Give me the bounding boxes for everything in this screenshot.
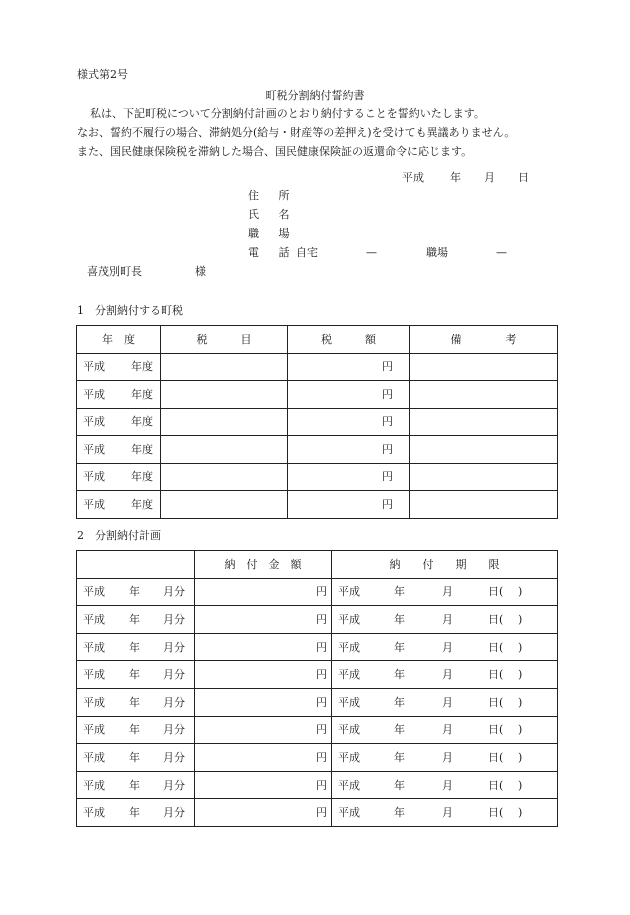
payment-amount-yen: 円 (316, 778, 327, 792)
payment-plan-table (76, 550, 558, 827)
tax-amount-yen: 円 (382, 497, 393, 511)
due-weekday-close: ) (518, 806, 523, 820)
installment-era: 平成 (83, 806, 105, 820)
fiscal-year-era: 平成 (83, 387, 105, 401)
due-year: 年 (394, 640, 405, 654)
fiscal-year-cell (77, 491, 161, 519)
due-era: 平成 (338, 723, 360, 737)
payment-amount-yen: 円 (316, 750, 327, 764)
tax-table-row (77, 491, 558, 519)
plan-table-header (77, 551, 558, 579)
due-era: 平成 (338, 806, 360, 820)
tax-table-row (77, 381, 558, 409)
due-weekday-close: ) (518, 750, 523, 764)
payment-amount-cell (195, 799, 332, 827)
phone-home-label: 自宅 (296, 246, 318, 259)
fiscal-year-cell (77, 436, 161, 464)
due-year: 年 (394, 778, 405, 792)
installment-cell (77, 744, 195, 772)
addressee-honorific: 様 (195, 265, 206, 278)
installment-month: 月分 (163, 806, 185, 820)
due-day: 日( (488, 585, 504, 599)
pledge-paragraph-3: また、国民健康保険税を滞納した場合、国民健康保険証の返還命令に応じます。 (77, 145, 473, 158)
due-date-cell (332, 606, 558, 634)
payment-amount-cell (195, 744, 332, 772)
name-label: 氏 名 (248, 208, 298, 221)
installment-cell (77, 716, 195, 744)
due-month: 月 (442, 612, 453, 626)
fiscal-year-suffix: 年度 (131, 415, 153, 429)
date-month: 月 (484, 171, 495, 184)
pledge-paragraph-2: なお、誓約不履行の場合、滞納処分(給与・財産等の差押え)を受けても異議ありません。 (77, 126, 516, 139)
due-day: 日( (488, 778, 504, 792)
tax-table-row (77, 436, 558, 464)
installment-era: 平成 (83, 668, 105, 682)
date-day: 日 (518, 171, 529, 184)
due-weekday-close: ) (518, 668, 523, 682)
phone-home-dash: — (366, 246, 377, 259)
fiscal-year-era: 平成 (83, 497, 105, 511)
due-weekday-close: ) (518, 585, 523, 599)
installment-year: 年 (129, 668, 140, 682)
payment-amount-yen: 円 (316, 585, 327, 599)
tax-item-cell (161, 353, 288, 381)
tax-amount-yen: 円 (382, 442, 393, 456)
tax-table-row (77, 463, 558, 491)
installment-era: 平成 (83, 750, 105, 764)
tax-item-cell (161, 381, 288, 409)
due-era: 平成 (338, 695, 360, 709)
fiscal-year-era: 平成 (83, 360, 105, 374)
payment-amount-cell (195, 633, 332, 661)
due-weekday-close: ) (518, 778, 523, 792)
fiscal-year-cell (77, 353, 161, 381)
installment-month: 月分 (163, 585, 185, 599)
section1-heading: 1 分割納付する町税 (77, 304, 183, 317)
tax-table (76, 325, 558, 519)
date-line (402, 172, 529, 183)
installment-month: 月分 (163, 640, 185, 654)
due-month: 月 (442, 668, 453, 682)
payment-amount-yen: 円 (316, 806, 327, 820)
tax-amount-cell (288, 463, 410, 491)
remarks-cell (410, 463, 558, 491)
payment-amount-yen: 円 (316, 668, 327, 682)
due-weekday-close: ) (518, 723, 523, 737)
due-month: 月 (442, 640, 453, 654)
installment-year: 年 (129, 695, 140, 709)
due-date-cell (332, 771, 558, 799)
installment-year: 年 (129, 723, 140, 737)
installment-year: 年 (129, 612, 140, 626)
installment-era: 平成 (83, 612, 105, 626)
due-year: 年 (394, 723, 405, 737)
installment-cell (77, 688, 195, 716)
payment-amount-cell (195, 716, 332, 744)
addressee-name: 喜茂別町長 (87, 265, 142, 278)
tax-amount-yen: 円 (382, 415, 393, 429)
due-date-cell (332, 633, 558, 661)
installment-month: 月分 (163, 778, 185, 792)
remarks-cell (410, 353, 558, 381)
due-month: 月 (442, 750, 453, 764)
payment-amount-cell (195, 661, 332, 689)
due-date-cell (332, 578, 558, 606)
pledge-paragraph-1: 私は、下記町税について分割納付計画のとおり納付することを誓約いたします。 (90, 107, 485, 120)
header-remarks: 備 考 (410, 326, 558, 354)
tax-table-header (77, 326, 558, 354)
installment-month: 月分 (163, 695, 185, 709)
header-tax-item: 税 目 (161, 326, 288, 354)
fiscal-year-suffix: 年度 (131, 442, 153, 456)
installment-year: 年 (129, 806, 140, 820)
due-era: 平成 (338, 668, 360, 682)
installment-year: 年 (129, 640, 140, 654)
fiscal-year-suffix: 年度 (131, 470, 153, 484)
section2-heading: 2 分割納付計画 (77, 529, 161, 542)
remarks-cell (410, 491, 558, 519)
installment-month: 月分 (163, 750, 185, 764)
due-date-cell (332, 799, 558, 827)
remarks-cell (410, 381, 558, 409)
payment-amount-yen: 円 (316, 695, 327, 709)
tax-amount-cell (288, 491, 410, 519)
tax-item-cell (161, 463, 288, 491)
due-day: 日( (488, 640, 504, 654)
tax-item-cell (161, 408, 288, 436)
tax-amount-cell (288, 436, 410, 464)
payment-plan-row (77, 744, 558, 772)
installment-era: 平成 (83, 723, 105, 737)
tax-table-row (77, 408, 558, 436)
payment-amount-cell (195, 606, 332, 634)
due-month: 月 (442, 778, 453, 792)
header-due-date: 納 付 期 限 (332, 551, 558, 579)
due-month: 月 (442, 695, 453, 709)
addressee (87, 266, 206, 277)
due-era: 平成 (338, 778, 360, 792)
due-date-cell (332, 744, 558, 772)
due-weekday-close: ) (518, 695, 523, 709)
header-payment-amount: 納 付 金 額 (195, 551, 332, 579)
due-era: 平成 (338, 612, 360, 626)
document-title: 町税分割納付誓約書 (265, 89, 365, 102)
due-era: 平成 (338, 640, 360, 654)
payment-plan-row (77, 688, 558, 716)
tax-item-cell (161, 491, 288, 519)
installment-era: 平成 (83, 585, 105, 599)
installment-era: 平成 (83, 640, 105, 654)
payment-plan-row (77, 661, 558, 689)
phone-label: 電 話 (248, 246, 298, 259)
fiscal-year-suffix: 年度 (131, 497, 153, 511)
tax-amount-cell (288, 353, 410, 381)
address-label: 住 所 (248, 189, 298, 202)
due-month: 月 (442, 806, 453, 820)
payment-plan-row (77, 633, 558, 661)
due-date-cell (332, 716, 558, 744)
payment-plan-row (77, 799, 558, 827)
installment-cell (77, 771, 195, 799)
payment-amount-cell (195, 578, 332, 606)
tax-amount-yen: 円 (382, 470, 393, 484)
fiscal-year-cell (77, 463, 161, 491)
tax-table-row (77, 353, 558, 381)
tax-item-cell (161, 436, 288, 464)
installment-year: 年 (129, 778, 140, 792)
fiscal-year-cell (77, 408, 161, 436)
due-day: 日( (488, 612, 504, 626)
due-month: 月 (442, 723, 453, 737)
fiscal-year-era: 平成 (83, 415, 105, 429)
payment-amount-cell (195, 688, 332, 716)
installment-month: 月分 (163, 612, 185, 626)
due-month: 月 (442, 585, 453, 599)
due-year: 年 (394, 612, 405, 626)
phone-work-dash: — (496, 246, 507, 259)
date-year: 年 (450, 171, 461, 184)
header-fiscal-year: 年 度 (77, 326, 161, 354)
payment-plan-row (77, 771, 558, 799)
workplace-label: 職 場 (248, 227, 298, 240)
fiscal-year-era: 平成 (83, 442, 105, 456)
fiscal-year-suffix: 年度 (131, 360, 153, 374)
payment-amount-cell (195, 771, 332, 799)
installment-month: 月分 (163, 723, 185, 737)
form-number: 様式第2号 (77, 68, 128, 81)
installment-cell (77, 661, 195, 689)
tax-amount-yen: 円 (382, 387, 393, 401)
remarks-cell (410, 436, 558, 464)
installment-cell (77, 606, 195, 634)
due-year: 年 (394, 695, 405, 709)
installment-year: 年 (129, 750, 140, 764)
fiscal-year-era: 平成 (83, 470, 105, 484)
tax-amount-cell (288, 408, 410, 436)
due-weekday-close: ) (518, 640, 523, 654)
payment-amount-yen: 円 (316, 723, 327, 737)
due-day: 日( (488, 668, 504, 682)
due-year: 年 (394, 806, 405, 820)
due-date-cell (332, 688, 558, 716)
due-era: 平成 (338, 750, 360, 764)
due-day: 日( (488, 750, 504, 764)
fiscal-year-suffix: 年度 (131, 387, 153, 401)
header-tax-amount: 税 額 (288, 326, 410, 354)
due-era: 平成 (338, 585, 360, 599)
installment-month: 月分 (163, 668, 185, 682)
header-installment (77, 551, 195, 579)
installment-cell (77, 799, 195, 827)
due-year: 年 (394, 668, 405, 682)
due-year: 年 (394, 585, 405, 599)
due-weekday-close: ) (518, 612, 523, 626)
due-day: 日( (488, 806, 504, 820)
tax-amount-yen: 円 (382, 360, 393, 374)
phone-work-label: 職場 (426, 246, 448, 259)
due-day: 日( (488, 695, 504, 709)
installment-cell (77, 578, 195, 606)
payment-plan-row (77, 578, 558, 606)
tax-amount-cell (288, 381, 410, 409)
date-era: 平成 (402, 171, 424, 184)
installment-year: 年 (129, 585, 140, 599)
remarks-cell (410, 408, 558, 436)
installment-era: 平成 (83, 778, 105, 792)
payment-amount-yen: 円 (316, 612, 327, 626)
fiscal-year-cell (77, 381, 161, 409)
due-date-cell (332, 661, 558, 689)
due-day: 日( (488, 723, 504, 737)
installment-era: 平成 (83, 695, 105, 709)
due-year: 年 (394, 750, 405, 764)
installment-cell (77, 633, 195, 661)
payment-plan-row (77, 606, 558, 634)
payment-plan-row (77, 716, 558, 744)
payment-amount-yen: 円 (316, 640, 327, 654)
